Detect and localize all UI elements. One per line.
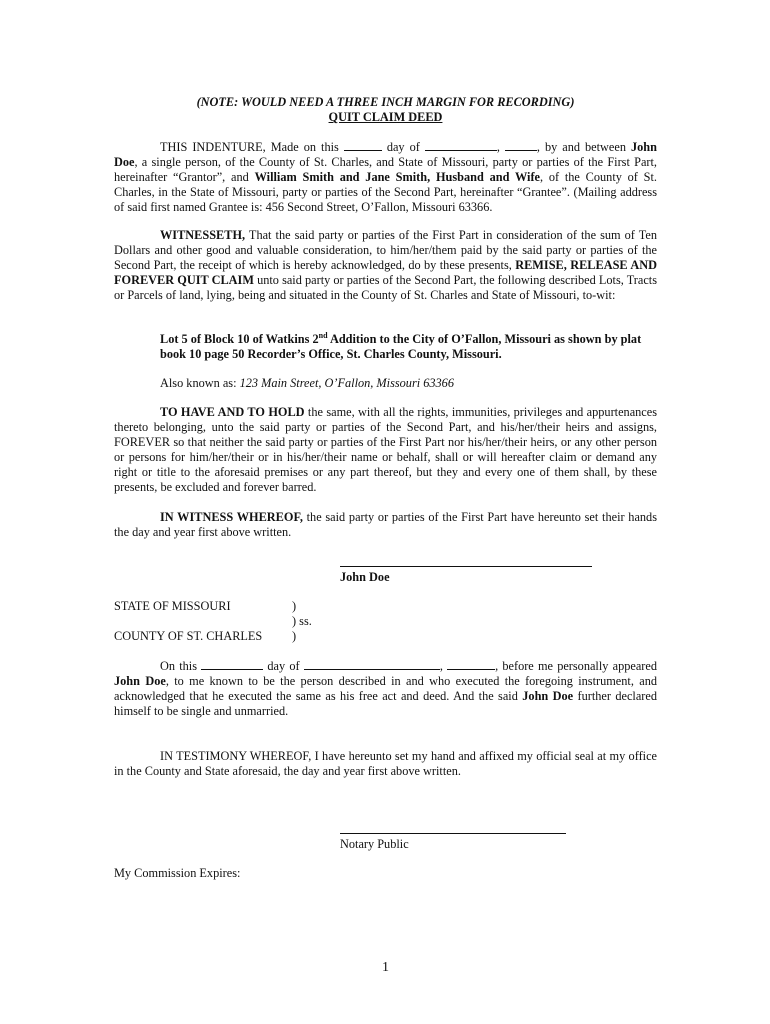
indenture-lead: THIS INDENTURE, Made on this: [160, 140, 339, 154]
witnesseth-lead: WITNESSETH,: [160, 228, 246, 242]
ack-day-blank: [201, 658, 263, 670]
legal-line-1a: Lot 5 of Block 10 of Watkins 2: [160, 332, 319, 346]
signer-name: John Doe: [340, 570, 390, 584]
also-known-as: [160, 376, 657, 391]
recording-note: (NOTE: WOULD NEED A THREE INCH MARGIN FOR RECORDING): [196, 95, 575, 109]
day-blank: [344, 139, 382, 151]
notary-signature-line: [340, 833, 566, 834]
witnesseth-paragraph: [114, 228, 657, 303]
witness-text: the said party or parties of the First Part have hereunto set their hands the day and year first above written.: [114, 510, 657, 539]
grantor-signature-line: [340, 566, 592, 567]
ack-before: , before me personally appeared: [495, 659, 657, 673]
venue-paren-ss: ) ss.: [292, 614, 312, 628]
habendum-lead: TO HAVE AND TO HOLD: [160, 405, 305, 419]
property-address: 123 Main Street, O’Fallon, Missouri 63366: [239, 376, 454, 390]
legal-line-1b: Addition to the City of O’Fallon, Missouri as shown by plat: [327, 332, 642, 346]
indenture-and-between: , by and between: [536, 140, 626, 154]
document-title: QUIT CLAIM DEED: [328, 110, 443, 124]
month-blank: [425, 139, 497, 151]
ack-month-blank: [304, 658, 440, 670]
grantor-description: , a single person, of the County of St. Charles, and State of Missouri, party or parties of the First Part, hereinafter “Grantor”, and: [114, 155, 657, 184]
ack-day-of: day of: [267, 659, 300, 673]
notary-label: Notary Public: [340, 837, 409, 851]
venue-paren-1: ): [292, 599, 297, 613]
ack-text-2: further declared himself to be single and unmarried.: [114, 689, 657, 718]
ack-lead: On this: [160, 659, 197, 673]
legal-line-2: book 10 page 50 Recorder’s Office, St. Charles County, Missouri.: [160, 347, 502, 361]
witnesseth-text-2: unto said party or parties of the Second Part, the following described Lots, Tracts or Parcels of land, lying, being and situated in the County of St. Charles and State of Missouri, to-wit:: [114, 273, 657, 302]
indenture-day-of: day of: [386, 140, 420, 154]
testimony-paragraph: IN TESTIMONY WHEREOF, I have hereunto set my hand and affixed my official seal at my office in the County and State aforesaid, the day and year first above written.: [114, 749, 657, 778]
acknowledgment-paragraph: [114, 658, 657, 719]
witness-paragraph: [114, 510, 657, 540]
grantor-name: John Doe: [114, 140, 657, 169]
habendum-text: the same, with all the rights, immunities, privileges and appurtenances thereto belonging, unto the said party or parties of the Second Part, and his/her/their heirs and assigns, FOREVER so that neither the said party or parties of the First Part nor his/her/their heirs, or any other person or persons for him/her/their or in his/her/their name or behalf, shall or will hereafter claim or demand any right or title to the aforesaid premises or any part thereof, but they and every one of them shall, by these presents, be excluded and forever barred.: [114, 405, 657, 494]
witnesseth-text-1: That the said party or parties of the First Part in consideration of the sum of Ten Dollars and other good and valuable consideration, to him/her/them paid by the said party or parties of the Second Part, the receipt of which is hereby acknowledged, do by these presents,: [114, 228, 657, 272]
ack-name-1: John Doe: [114, 674, 166, 688]
witness-lead: IN WITNESS WHEREOF,: [160, 510, 303, 524]
legal-line-1: [160, 332, 657, 347]
grantee-name: William Smith and Jane Smith, Husband and Wife: [254, 170, 540, 184]
ack-name-2: John Doe: [522, 689, 574, 703]
venue-county: COUNTY OF ST. CHARLES: [114, 629, 263, 643]
indenture-paragraph: THIS INDENTURE, Made on this day of , , by and between John Doe, a single person, of the County of St. Charles, and State of Missouri, party or parties of the First Part, hereinafter “Grantor”, and William Smith and Jane Smith, Husband and Wife, of the County of St. Charles, in the State of Missouri, party or parties of the Second Part, hereinafter “Grantee”. (Mailing address of said first named Grantee is: 456 Second Street, O’Fallon, Missouri 63366.: [114, 140, 658, 214]
year-blank: [505, 139, 537, 151]
ack-year-blank: [447, 658, 495, 670]
venue-state: STATE OF MISSOURI: [114, 599, 231, 613]
ordinal-suffix: nd: [318, 330, 328, 340]
aka-label: Also known as:: [160, 376, 240, 390]
legal-description: [160, 332, 657, 362]
venue-paren-3: ): [292, 629, 297, 643]
ack-text-1: , to me known to be the person described in and who executed the foregoing instrument, and acknowledged that he executed the same as his free act and deed. And the said: [114, 674, 657, 703]
commission-expires: My Commission Expires:: [114, 866, 241, 880]
ack-comma: ,: [439, 659, 443, 673]
habendum-paragraph: [114, 405, 657, 495]
grantee-description: , of the County of St. Charles, in the State of Missouri, party or parties of the Second Part, hereinafter “Grantee”. (Mailing address of said first named Grantee is: 456 Second Street, O’Fallon, Missouri 63366.: [114, 170, 658, 214]
quit-claim-phrase: REMISE, RELEASE AND FOREVER QUIT CLAIM: [114, 258, 658, 287]
page-number: 1: [382, 960, 389, 975]
